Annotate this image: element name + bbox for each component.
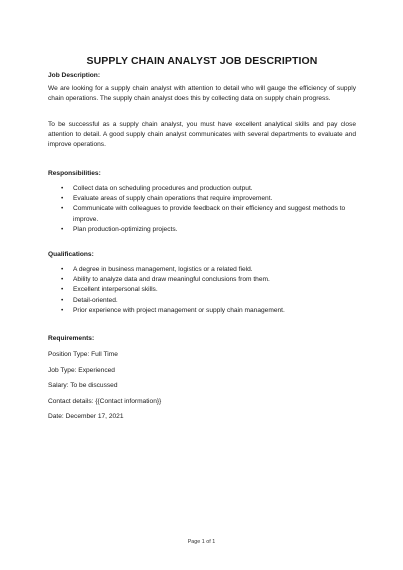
- page-title: SUPPLY CHAIN ANALYST JOB DESCRIPTION: [86, 55, 318, 67]
- list-item: [48, 285, 356, 295]
- list-item: [48, 184, 356, 194]
- date: Date: December 17, 2021: [48, 413, 124, 420]
- bullet-icon: •: [61, 185, 64, 192]
- page-number: Page 1 of 1: [187, 539, 216, 545]
- requirements-heading: Requirements:: [48, 335, 95, 342]
- list-item: [48, 204, 356, 224]
- list-item: [48, 194, 356, 204]
- qualifications-list: [48, 265, 356, 316]
- bullet-icon: •: [61, 306, 64, 314]
- list-item-text: Detail-oriented.: [73, 296, 118, 304]
- qualifications-heading: Qualifications:: [48, 251, 94, 258]
- responsibilities-list: [48, 184, 356, 235]
- contact-details: Contact details: {{Contact information}}: [48, 398, 162, 405]
- list-item-text: A degree in business management, logistics or a related field.: [73, 266, 253, 273]
- list-item-text: Communicate with colleagues to provide feedback on their efficiency and suggest methods to improve.: [73, 205, 346, 223]
- list-item: [48, 306, 356, 316]
- bullet-icon: •: [61, 296, 64, 304]
- list-item: [48, 275, 356, 285]
- bullet-icon: •: [61, 286, 64, 294]
- list-item-text: Collect data on scheduling procedures and production output.: [73, 185, 253, 192]
- job-type: Job Type: Experienced: [48, 367, 115, 374]
- responsibilities-heading: Responsibilities:: [48, 170, 101, 177]
- salary: Salary: To be discussed: [48, 382, 118, 389]
- list-item: [48, 265, 356, 275]
- list-item-text: Evaluate areas of supply chain operations that require improvement.: [73, 195, 273, 203]
- bullet-icon: •: [61, 205, 64, 213]
- bullet-icon: •: [61, 225, 64, 233]
- position-type: Position Type: Full Time: [48, 351, 118, 358]
- job-description-paragraph-2: To be successful as a supply chain analyst, you must have excellent analytical skills and pay close attention to detail. A good supply chain analyst communicates with several departments to evaluate and improve operations.: [48, 121, 356, 149]
- bullet-icon: •: [61, 195, 64, 203]
- list-item-text: Excellent interpersonal skills.: [73, 286, 158, 294]
- bullet-icon: •: [61, 266, 64, 273]
- list-item: [48, 225, 356, 235]
- bullet-icon: •: [61, 276, 64, 284]
- list-item-text: Ability to analyze data and draw meaningful conclusions from them.: [73, 276, 270, 284]
- list-item: [48, 296, 356, 306]
- list-item-text: Prior experience with project management or supply chain management.: [73, 306, 285, 314]
- job-description-heading: Job Description:: [48, 72, 101, 79]
- list-item-text: Plan production-optimizing projects.: [73, 225, 178, 233]
- job-description-paragraph-1: We are looking for a supply chain analyst with attention to detail who will gauge the efficiency of supply chain operations. The supply chain analyst does this by collecting data on supply chain progress.: [48, 85, 356, 103]
